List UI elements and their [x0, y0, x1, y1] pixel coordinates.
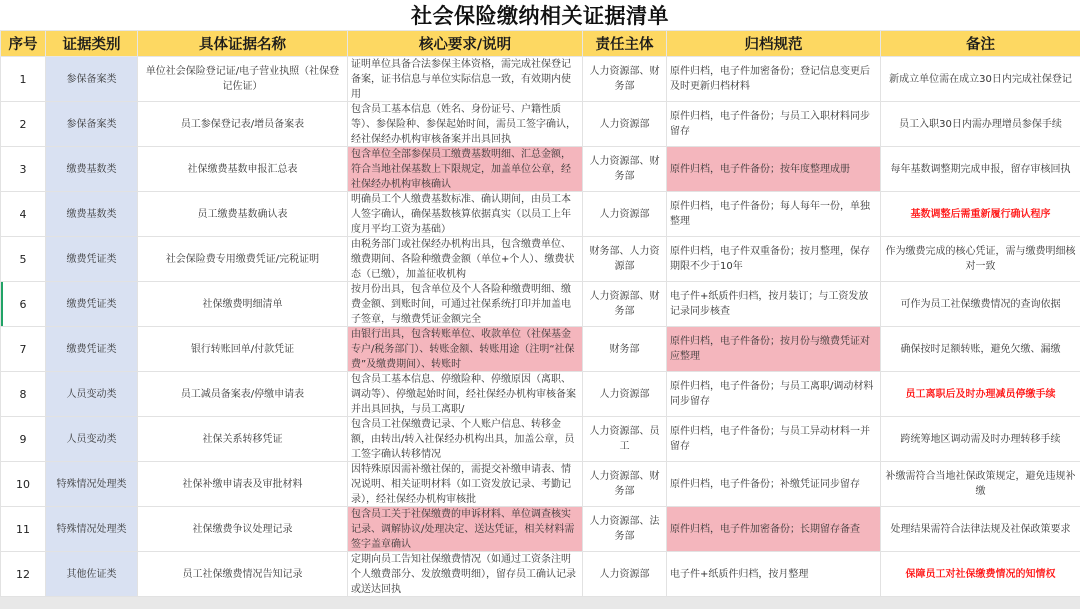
cell-archive[interactable]: 原件归档，电子件备份；每人每年一份，单独整理 — [667, 192, 881, 237]
cell-note[interactable]: 确保按时足额转账，避免欠缴、漏缴 — [881, 327, 1080, 372]
cell-evidence-name[interactable]: 员工减员备案表/停缴申请表 — [138, 372, 348, 417]
cell-no[interactable]: 5 — [1, 237, 46, 282]
cell-note[interactable]: 可作为员工社保缴费情况的查询依据 — [881, 282, 1080, 327]
requirement-text: 明确员工个人缴费基数标准、确认期间，由员工本人签字确认，确保基数核算依据真实（以员工上年度月平均工资为基础） — [351, 194, 571, 235]
table-row — [1, 237, 1080, 282]
table-row — [1, 192, 1080, 237]
cell-evidence-name[interactable]: 员工参保登记表/增员备案表 — [138, 102, 348, 147]
header-no[interactable]: 序号 — [1, 31, 46, 57]
requirement-text: 包含员工社保缴费记录、个人账户信息、转移金额，由转出/转入社保经办机构出具，加盖公章，员工签字确认转移情况 — [351, 419, 575, 460]
header-requirement[interactable]: 核心要求/说明 — [348, 31, 583, 57]
cell-archive[interactable]: 原件归档，电子件备份；按月份与缴费凭证对应整理 — [667, 327, 881, 372]
cell-requirement[interactable] — [348, 507, 583, 552]
cell-note[interactable]: 新成立单位需在成立30日内完成社保登记 — [881, 57, 1080, 102]
cell-evidence-name[interactable]: 社保关系转移凭证 — [138, 417, 348, 462]
cell-requirement[interactable] — [348, 102, 583, 147]
cell-no[interactable]: 10 — [1, 462, 46, 507]
cell-owner[interactable]: 人力资源部、财务部 — [583, 462, 667, 507]
cell-requirement[interactable] — [348, 147, 583, 192]
cell-category[interactable]: 人员变动类 — [46, 372, 138, 417]
header-archive[interactable]: 归档规范 — [667, 31, 881, 57]
cell-owner[interactable]: 人力资源部、员工 — [583, 417, 667, 462]
cell-requirement[interactable] — [348, 237, 583, 282]
header-note[interactable]: 备注 — [881, 31, 1080, 57]
requirement-text: 由税务部门或社保经办机构出具，包含缴费单位、缴费期间、各险种缴费金额（单位+个人）、缴费状态（已缴），加盖征收机构 — [351, 239, 575, 280]
sheet-title: 社会保险缴纳相关证据清单 — [411, 4, 669, 28]
cell-owner[interactable]: 人力资源部、财务部 — [583, 57, 667, 102]
cell-archive[interactable]: 原件归档，电子件加密备份；长期留存备查 — [667, 507, 881, 552]
header-category[interactable]: 证据类别 — [46, 31, 138, 57]
table-row — [1, 327, 1080, 372]
cell-evidence-name[interactable]: 社保缴费基数申报汇总表 — [138, 147, 348, 192]
table-row — [1, 282, 1080, 327]
cell-evidence-name[interactable]: 员工社保缴费情况告知记录 — [138, 552, 348, 597]
cell-note[interactable]: 处理结果需符合法律法规及社保政策要求 — [881, 507, 1080, 552]
cell-category[interactable]: 特殊情况处理类 — [46, 462, 138, 507]
evidence-table — [0, 30, 1080, 597]
requirement-text: 证明单位具备合法参保主体资格，需完成社保登记备案，证书信息与单位实际信息一致，有效期内使用 — [351, 59, 571, 100]
table-row — [1, 102, 1080, 147]
cell-no[interactable]: 2 — [1, 102, 46, 147]
cell-evidence-name[interactable]: 社保缴费争议处理记录 — [138, 507, 348, 552]
cell-no[interactable]: 6 — [1, 282, 46, 327]
cell-evidence-name[interactable]: 社会保险费专用缴费凭证/完税证明 — [138, 237, 348, 282]
cell-archive[interactable]: 原件归档，电子件备份；与员工入职材料同步留存 — [667, 102, 881, 147]
table-row — [1, 147, 1080, 192]
requirement-text: 包含员工关于社保缴费的申诉材料、单位调查核实记录、调解协议/处理决定、送达凭证，相关材料需签字盖章确认 — [351, 509, 575, 550]
header-owner[interactable]: 责任主体 — [583, 31, 667, 57]
cell-evidence-name[interactable]: 单位社会保险登记证/电子营业执照（社保登记佐证） — [138, 57, 348, 102]
table-row — [1, 552, 1080, 597]
cell-category[interactable]: 缴费基数类 — [46, 192, 138, 237]
cell-owner[interactable]: 人力资源部、财务部 — [583, 282, 667, 327]
cell-note[interactable]: 基数调整后需重新履行确认程序 — [881, 192, 1080, 237]
cell-note[interactable]: 保障员工对社保缴费情况的知情权 — [881, 552, 1080, 597]
cell-requirement[interactable] — [348, 552, 583, 597]
cell-archive[interactable]: 原件归档，电子件备份；补缴凭证同步留存 — [667, 462, 881, 507]
cell-no[interactable]: 4 — [1, 192, 46, 237]
cell-category[interactable]: 缴费凭证类 — [46, 327, 138, 372]
table-row — [1, 417, 1080, 462]
cell-evidence-name[interactable]: 社保缴费明细清单 — [138, 282, 348, 327]
header-name[interactable]: 具体证据名称 — [138, 31, 348, 57]
cell-archive[interactable]: 电子件+纸质件归档，按月装订；与工资发放记录同步核查 — [667, 282, 881, 327]
cell-owner[interactable]: 人力资源部 — [583, 102, 667, 147]
cell-category[interactable]: 参保备案类 — [46, 57, 138, 102]
cell-archive[interactable]: 电子件+纸质件归档，按月整理 — [667, 552, 881, 597]
requirement-text: 因特殊原因需补缴社保的，需提交补缴申请表、情况说明、相关证明材料（如工资发放记录、考勤记录），经社保经办机构审核批 — [351, 464, 571, 505]
requirement-text: 由银行出具，包含转账单位、收款单位（社保基金专户/税务部门）、转账金额、转账用途（注明“社保费”及缴费期间）、转账时 — [351, 329, 575, 370]
title-row[interactable] — [0, 0, 1080, 31]
table-row — [1, 507, 1080, 552]
cell-no[interactable]: 1 — [1, 57, 46, 102]
cell-no[interactable]: 9 — [1, 417, 46, 462]
requirement-text: 包含员工基本信息（姓名、身份证号、户籍性质等）、参保险种、参保起始时间，需员工签字确认，经社保经办机构审核备案并出具回执 — [351, 104, 576, 145]
cell-requirement[interactable] — [348, 462, 583, 507]
cell-evidence-name[interactable]: 银行转账回单/付款凭证 — [138, 327, 348, 372]
cell-archive[interactable]: 原件归档，电子件备份；与员工离职/调动材料同步留存 — [667, 372, 881, 417]
cell-owner[interactable]: 财务部 — [583, 327, 667, 372]
cell-note[interactable]: 补缴需符合当地社保政策规定，避免违规补缴 — [881, 462, 1080, 507]
cell-note[interactable]: 每年基数调整期完成申报，留存审核回执 — [881, 147, 1080, 192]
cell-archive[interactable]: 原件归档，电子件双重备份；按月整理，保存期限不少于10年 — [667, 237, 881, 282]
cell-category[interactable]: 特殊情况处理类 — [46, 507, 138, 552]
requirement-text: 按月份出具，包含单位及个人各险种缴费明细、缴费金额、到账时间，可通过社保系统打印并加盖电子签章，与缴费凭证金额完全 — [351, 284, 571, 325]
cell-requirement[interactable] — [348, 372, 583, 417]
requirement-text: 包含单位全部参保员工缴费基数明细、汇总金额，符合当地社保基数上下限规定，加盖单位公章，经社保经办机构审核确认 — [351, 149, 571, 190]
cell-category[interactable]: 人员变动类 — [46, 417, 138, 462]
table-row — [1, 372, 1080, 417]
cell-no[interactable]: 11 — [1, 507, 46, 552]
cell-archive[interactable]: 原件归档，电子件备份；按年度整理成册 — [667, 147, 881, 192]
cell-category[interactable]: 其他佐证类 — [46, 552, 138, 597]
cell-no[interactable]: 12 — [1, 552, 46, 597]
cell-note[interactable]: 员工离职后及时办理减员停缴手续 — [881, 372, 1080, 417]
cell-requirement[interactable] — [348, 282, 583, 327]
table-row — [1, 57, 1080, 102]
cell-owner[interactable]: 人力资源部 — [583, 552, 667, 597]
cell-category[interactable]: 缴费凭证类 — [46, 237, 138, 282]
requirement-text: 包含员工基本信息、停缴险种、停缴原因（离职、调动等）、停缴起始时间，经社保经办机构审核备案并出具回执，与员工离职/ — [351, 374, 576, 415]
cell-requirement[interactable] — [348, 192, 583, 237]
cell-requirement[interactable] — [348, 57, 583, 102]
cell-owner[interactable]: 人力资源部、财务部 — [583, 147, 667, 192]
cell-category[interactable]: 缴费凭证类 — [46, 282, 138, 327]
cell-note[interactable]: 作为缴费完成的核心凭证，需与缴费明细核对一致 — [881, 237, 1080, 282]
cell-evidence-name[interactable]: 社保补缴申请表及审批材料 — [138, 462, 348, 507]
table-body — [1, 57, 1080, 597]
header-row — [1, 31, 1080, 57]
cell-category[interactable]: 缴费基数类 — [46, 147, 138, 192]
cell-requirement[interactable] — [348, 417, 583, 462]
cell-evidence-name[interactable]: 员工缴费基数确认表 — [138, 192, 348, 237]
cell-no[interactable]: 3 — [1, 147, 46, 192]
cell-archive[interactable]: 原件归档，电子件加密备份；登记信息变更后及时更新归档材料 — [667, 57, 881, 102]
cell-requirement[interactable] — [348, 327, 583, 372]
cell-archive[interactable]: 原件归档，电子件备份；与员工异动材料一并留存 — [667, 417, 881, 462]
cell-no[interactable]: 8 — [1, 372, 46, 417]
cell-note[interactable]: 跨统筹地区调动需及时办理转移手续 — [881, 417, 1080, 462]
table-row — [1, 462, 1080, 507]
cell-category[interactable]: 参保备案类 — [46, 102, 138, 147]
cell-owner[interactable]: 人力资源部 — [583, 372, 667, 417]
cell-owner[interactable]: 人力资源部、法务部 — [583, 507, 667, 552]
cell-no[interactable]: 7 — [1, 327, 46, 372]
cell-owner[interactable]: 财务部、人力资源部 — [583, 237, 667, 282]
cell-owner[interactable]: 人力资源部 — [583, 192, 667, 237]
requirement-text: 定期向员工告知社保缴费情况（如通过工资条注明个人缴费部分、发放缴费明细），留存员工确认记录或送达回执 — [351, 554, 576, 595]
cell-note[interactable]: 员工入职30日内需办理增员参保手续 — [881, 102, 1080, 147]
